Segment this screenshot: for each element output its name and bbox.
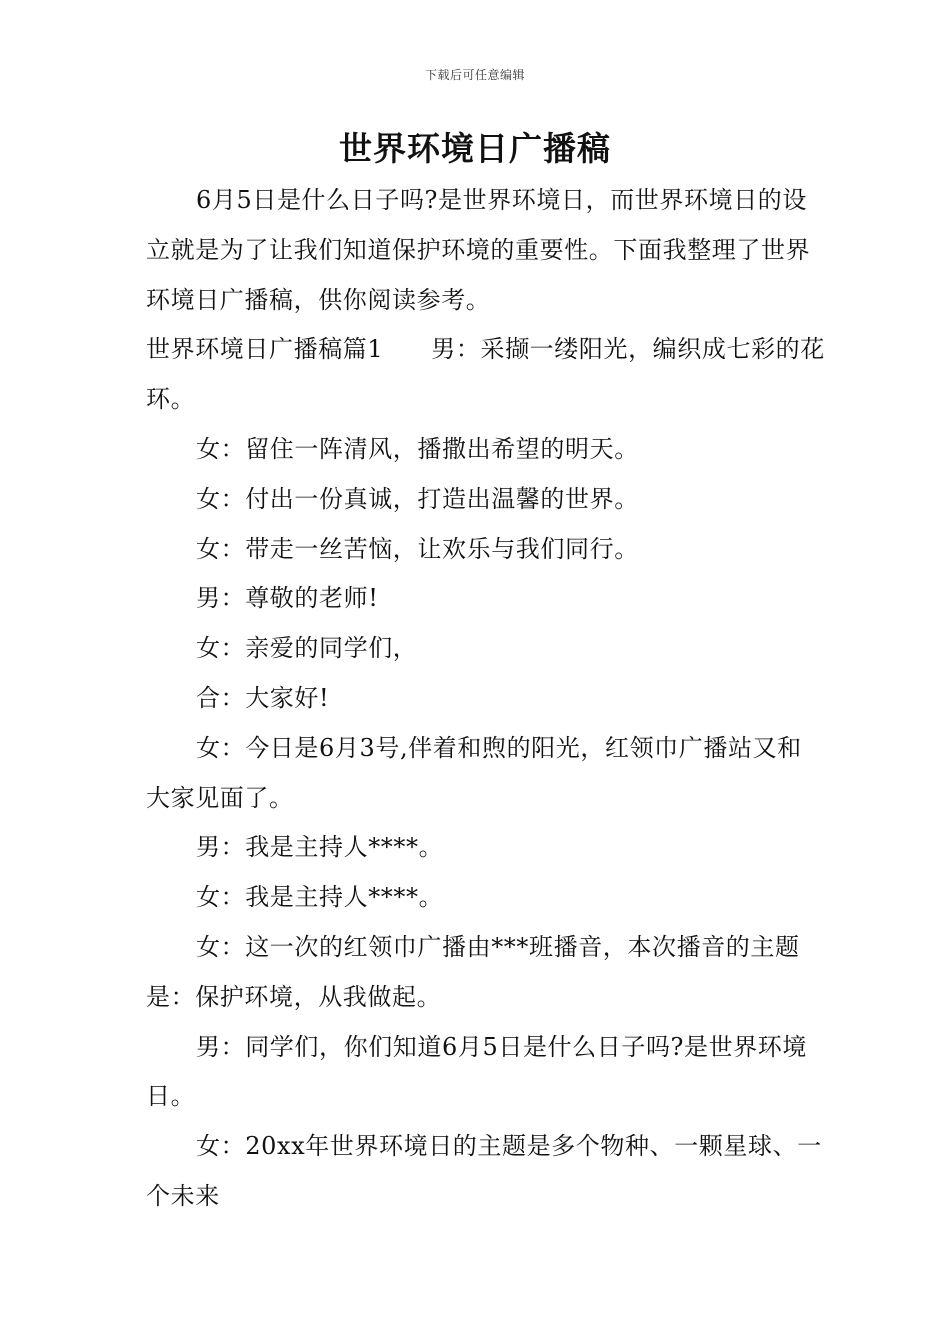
dialogue-line: 女：今日是6月3号,伴着和煦的阳光，红领巾广播站又和大家见面了。 <box>146 733 802 812</box>
section-heading: 世界环境日广播稿篇1 <box>146 335 384 364</box>
section-heading-paragraph <box>146 325 826 425</box>
dialogue-line: 女：亲爱的同学们， <box>196 634 418 663</box>
dialogue-line: 女：我是主持人****。 <box>196 883 444 912</box>
section-first-line: 男：采撷一缕阳光，编织成七彩的花环。 <box>146 335 825 414</box>
intro-paragraph: 6月5日是什么日子吗?是世界环境日，而世界环境日的设立就是为了让我们知道保护环境的重要性。下面我整理了世界环境日广播稿，供你阅读参考。 <box>146 186 811 314</box>
dialogue-line: 女：20xx年世界环境日的主题是多个物种、一颗星球、一个未来 <box>146 1132 822 1210</box>
dialogue-line: 男：同学们，你们知道6月5日是什么日子吗?是世界环境日。 <box>146 1032 808 1111</box>
header-note: 下载后可任意编辑 <box>424 68 525 82</box>
dialogue-line: 女：留住一阵清风，播撒出希望的明天。 <box>196 434 639 463</box>
dialogue-line: 男：尊敬的老师! <box>196 584 379 613</box>
dialogue-line: 女：这一次的红领巾广播由***班播音，本次播音的主题是：保护环境，从我做起。 <box>146 932 800 1011</box>
document-body <box>146 176 826 1222</box>
document-title: 世界环境日广播稿 <box>339 129 611 168</box>
dialogue-line: 合：大家好! <box>196 683 330 712</box>
dialogue-line: 男：我是主持人****。 <box>196 833 444 862</box>
dialogue-line: 女：付出一份真诚，打造出温馨的世界。 <box>196 484 639 513</box>
dialogue-line: 女：带走一丝苦恼，让欢乐与我们同行。 <box>196 534 639 563</box>
